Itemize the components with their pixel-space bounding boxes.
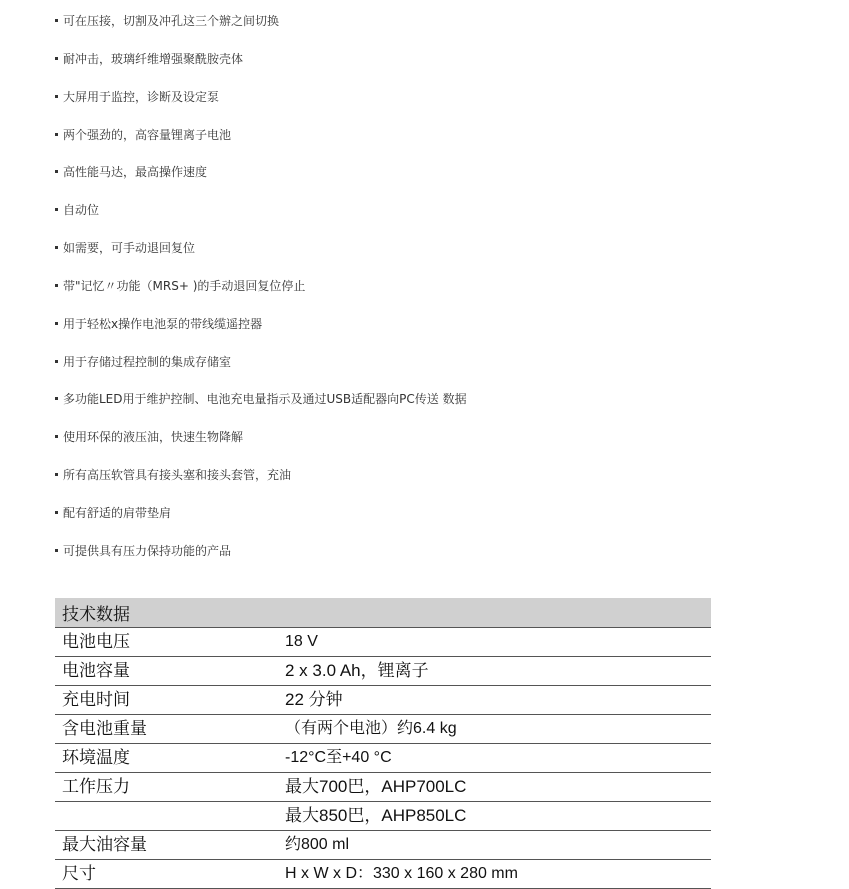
spec-value: 约800 ml [278, 831, 711, 860]
list-item: 可在压接，切割及冲孔这三个辦之间切换 [55, 0, 467, 38]
list-item: 带"记忆〃功能（MRS+ )的手动退回复位停止 [55, 265, 467, 303]
table-row [55, 628, 711, 657]
spec-value: 18 V [278, 628, 711, 657]
spec-label: 电池容量 [55, 657, 278, 686]
spec-value: -12°C至+40 °C [278, 744, 711, 773]
table-row [55, 802, 711, 831]
table-row [55, 744, 711, 773]
list-item: 耐冲击，玻璃纤维增强聚酰胺壳体 [55, 38, 467, 76]
list-item: 用于轻松x操作电池泵的带线缆遥控器 [55, 303, 467, 341]
spec-label: 含电池重量 [55, 715, 278, 744]
list-item: 可提供具有压力保持功能的产品 [55, 530, 467, 568]
table-row [55, 831, 711, 860]
list-item: 两个强劲的，高容量锂离子电池 [55, 114, 467, 152]
table-row [55, 686, 711, 715]
spec-label: 工作压力 [55, 773, 278, 802]
spec-table [55, 598, 711, 889]
table-header-row [55, 598, 711, 628]
table-row [55, 715, 711, 744]
spec-table-title: 技术数据 [55, 598, 711, 628]
list-item: 自动位 [55, 189, 467, 227]
spec-value: H x W x D：330 x 160 x 280 mm [278, 860, 711, 889]
spec-value: 22 分钟 [278, 686, 711, 715]
feature-list [55, 0, 467, 568]
table-row [55, 773, 711, 802]
spec-value: 最大850巴，AHP850LC [278, 802, 711, 831]
list-item: 使用环保的液压油，快速生物降解 [55, 416, 467, 454]
table-row [55, 860, 711, 889]
spec-value: 最大700巴，AHP700LC [278, 773, 711, 802]
list-item: 所有高压软管具有接头塞和接头套管，充油 [55, 454, 467, 492]
spec-label [55, 802, 278, 831]
list-item: 如需要，可手动退回复位 [55, 227, 467, 265]
list-item: 用于存储过程控制的集成存储室 [55, 341, 467, 379]
spec-label: 环境温度 [55, 744, 278, 773]
spec-label: 电池电压 [55, 628, 278, 657]
list-item: 高性能马达，最高操作速度 [55, 151, 467, 189]
spec-label: 充电时间 [55, 686, 278, 715]
spec-label: 尺寸 [55, 860, 278, 889]
list-item: 多功能LED用于维护控制、电池充电量指示及通过USB适配器向PC传送 数据 [55, 378, 467, 416]
spec-value: （有两个电池）约6.4 kg [278, 715, 711, 744]
table-row [55, 657, 711, 686]
list-item: 配有舒适的肩带垫肩 [55, 492, 467, 530]
list-item: 大屏用于监控，诊断及设定泵 [55, 76, 467, 114]
spec-label: 最大油容量 [55, 831, 278, 860]
spec-value: 2 x 3.0 Ah，锂离子 [278, 657, 711, 686]
